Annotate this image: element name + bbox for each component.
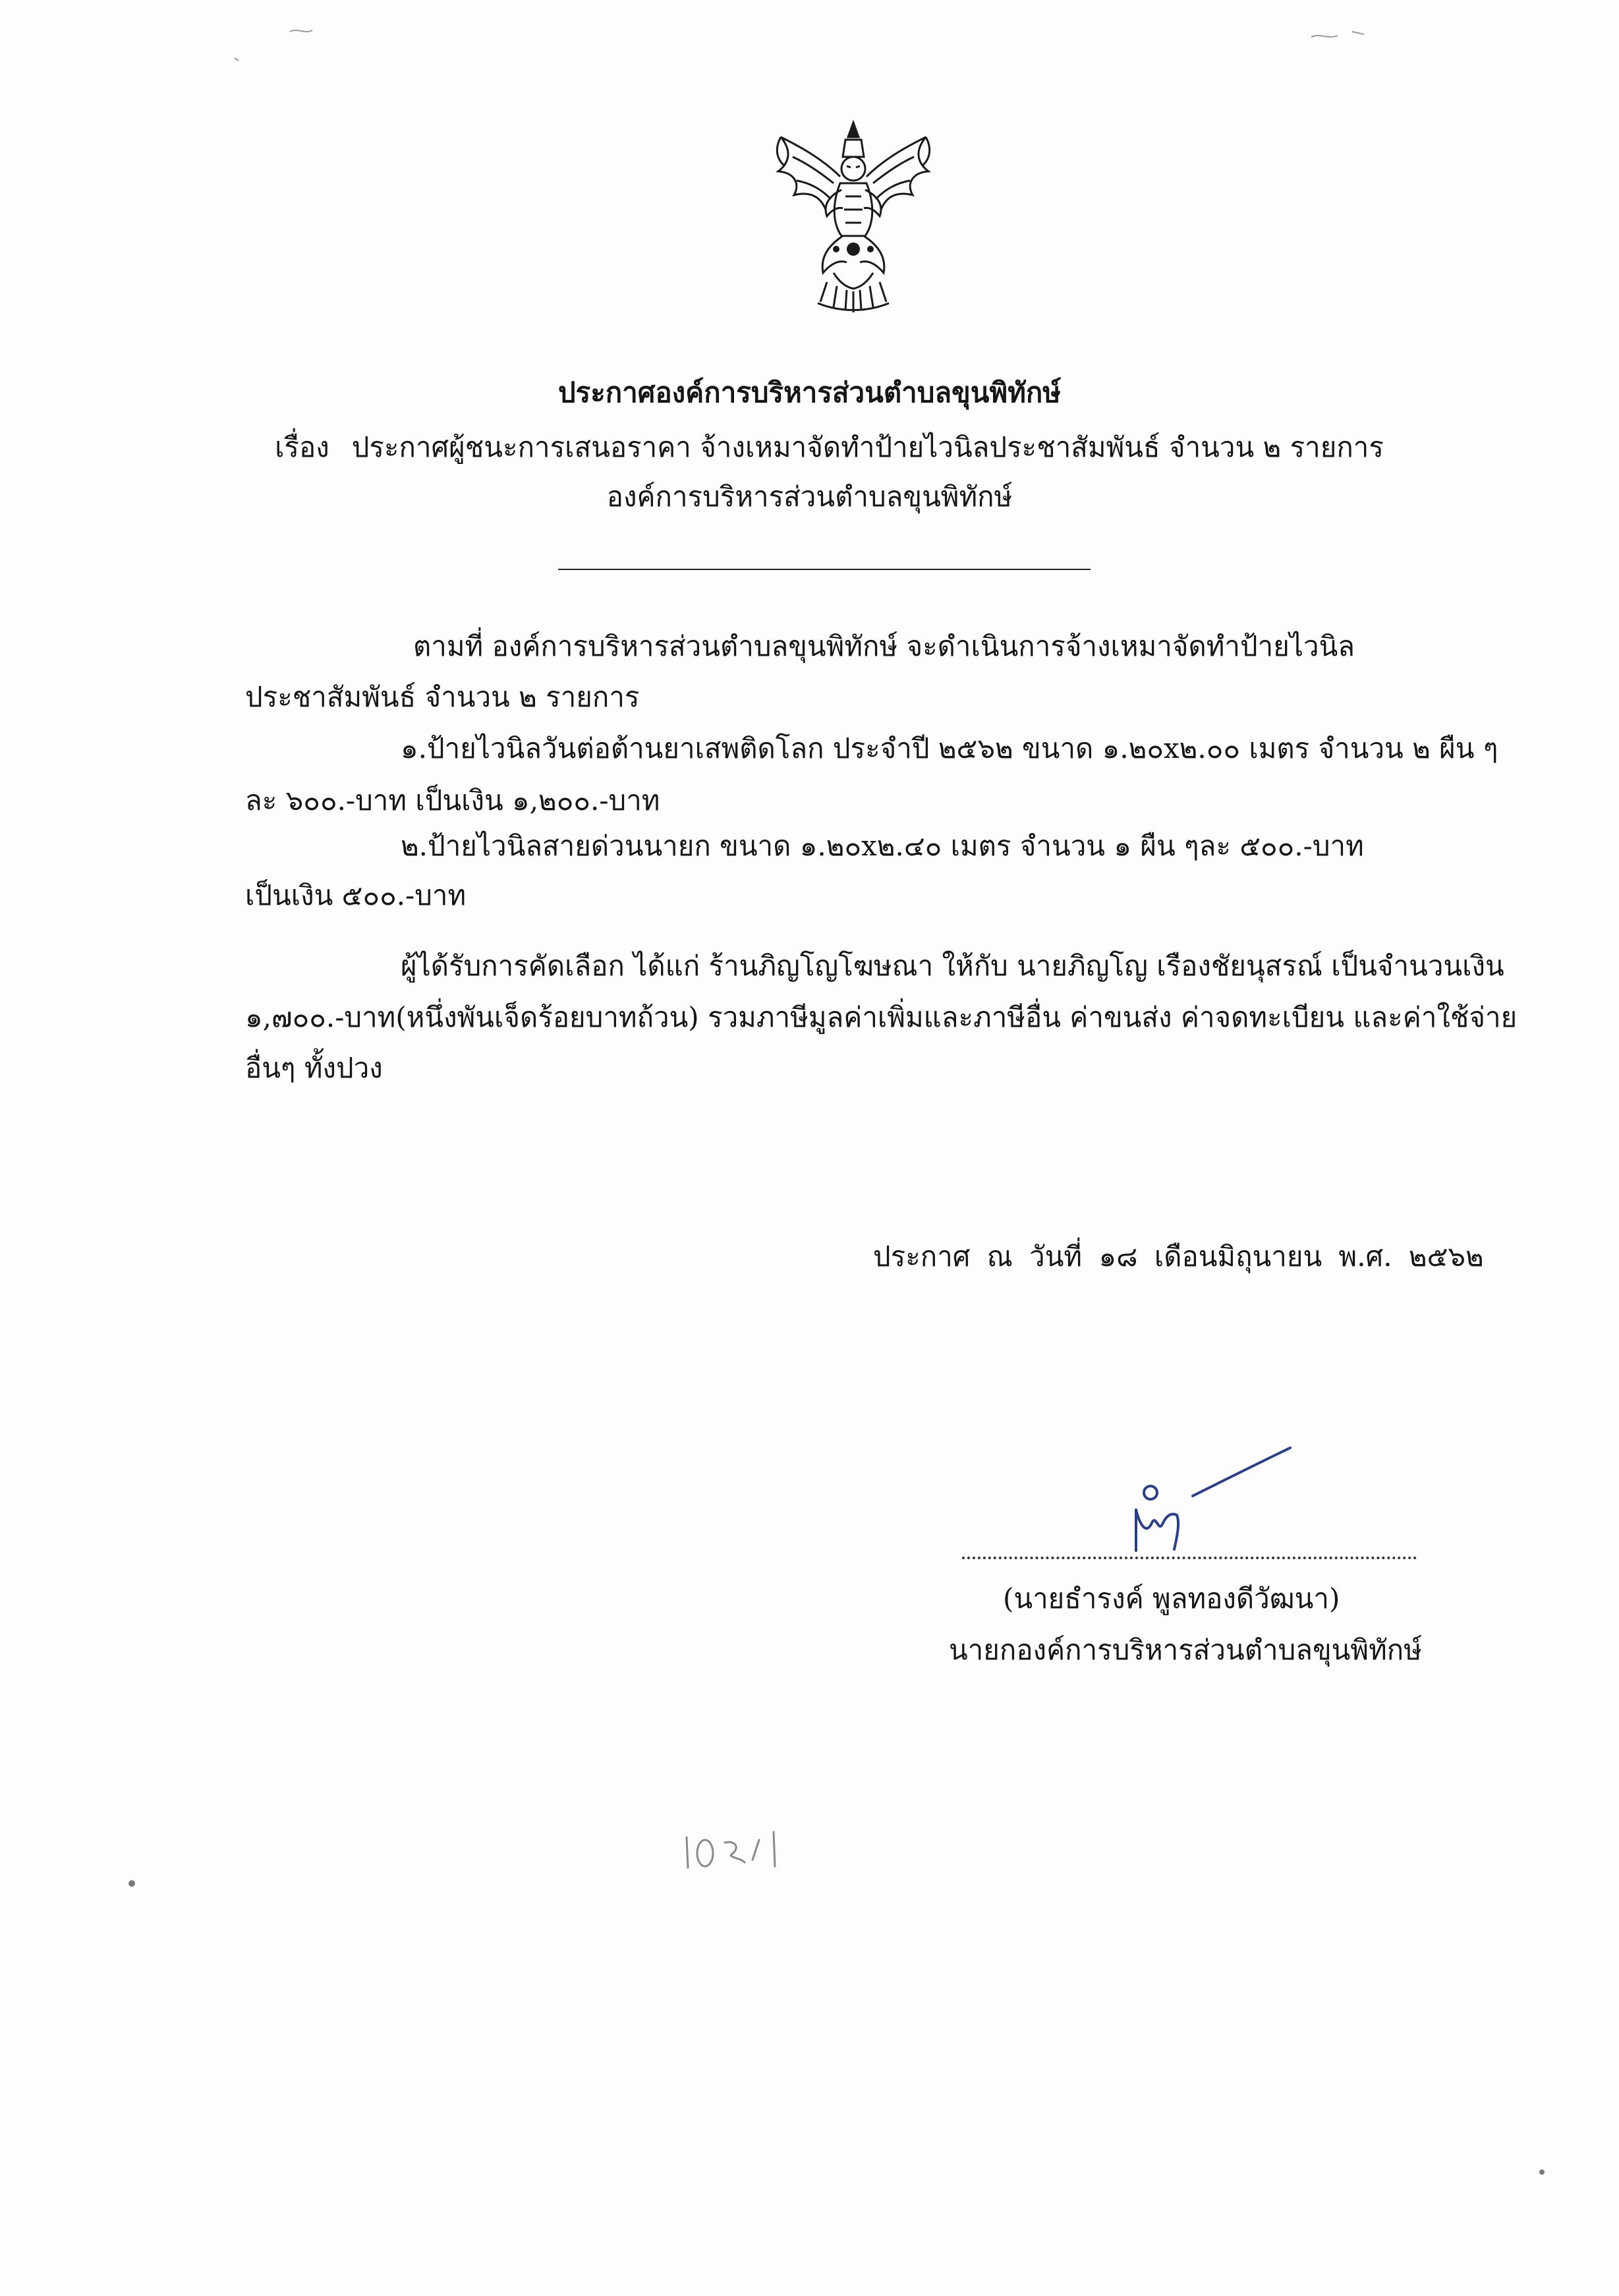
subject-label: เรื่อง <box>275 431 329 463</box>
organization-name: องค์การบริหารส่วนตำบลขุนพิทักษ์ <box>606 480 1013 513</box>
announcement-title: ประกาศองค์การบริหารส่วนตำบลขุนพิทักษ์ <box>558 376 1061 409</box>
body-line-3: ๑.ป้ายไวนิลวันต่อต้านยาเสพติดโลก ประจำปี ๒๕๖๒ ขนาด ๑.๒๐x๒.๐๐ เมตร จำนวน ๒ ผืน ๆ <box>401 732 1498 764</box>
body-line-1: ตามที่ องค์การบริหารส่วนตำบลขุนพิทักษ์ จะดำเนินการจ้างเหมาจัดทำป้ายไวนิล <box>413 630 1355 662</box>
subject-text: ประกาศผู้ชนะการเสนอราคา จ้างเหมาจัดทำป้ายไวนิลประชาสัมพันธ์ จำนวน ๒ รายการ <box>351 431 1384 463</box>
signatory-position: นายกองค์การบริหารส่วนตำบลขุนพิทักษ์ <box>949 1634 1422 1666</box>
garuda-emblem-icon <box>754 117 952 315</box>
announcement-subject <box>20 431 1619 463</box>
announcement-date: ประกาศ ณ วันที่ ๑๘ เดือนมิถุนายน พ.ศ. ๒๕๖๒ <box>873 1240 1484 1273</box>
signature-mark <box>1081 1433 1298 1565</box>
body-line-9: อื่นๆ ทั้งปวง <box>245 1052 383 1084</box>
body-line-4: ละ ๖๐๐.-บาท เป็นเงิน ๑,๒๐๐.-บาท <box>245 784 660 817</box>
body-line-6: เป็นเงิน ๕๐๐.-บาท <box>245 879 467 911</box>
signatory-name: (นายธำรงค์ พูลทองดีวัฒนา) <box>1003 1582 1340 1615</box>
body-line-7: ผู้ได้รับการคัดเลือก ได้แก่ ร้านภิญโญโฆษณา ให้กับ นายภิญโญ เรืองชัยนุสรณ์ เป็นจำนวนเงิน <box>401 950 1504 982</box>
body-line-8: ๑,๗๐๐.-บาท(หนึ่งพันเจ็ดร้อยบาทถ้วน) รวมภาษีมูลค่าเพิ่มและภาษีอื่น ค่าขนส่ง ค่าจดทะเบียน และค่าใช้จ่าย <box>245 1001 1518 1033</box>
body-line-5: ๒.ป้ายไวนิลสายด่วนนายก ขนาด ๑.๒๐x๒.๔๐ เมตร จำนวน ๑ ผืน ๆละ ๕๐๐.-บาท <box>401 830 1364 862</box>
signature-line <box>962 1557 1417 1559</box>
title-divider <box>558 569 1091 570</box>
body-line-2: ประชาสัมพันธ์ จำนวน ๒ รายการ <box>245 681 640 713</box>
